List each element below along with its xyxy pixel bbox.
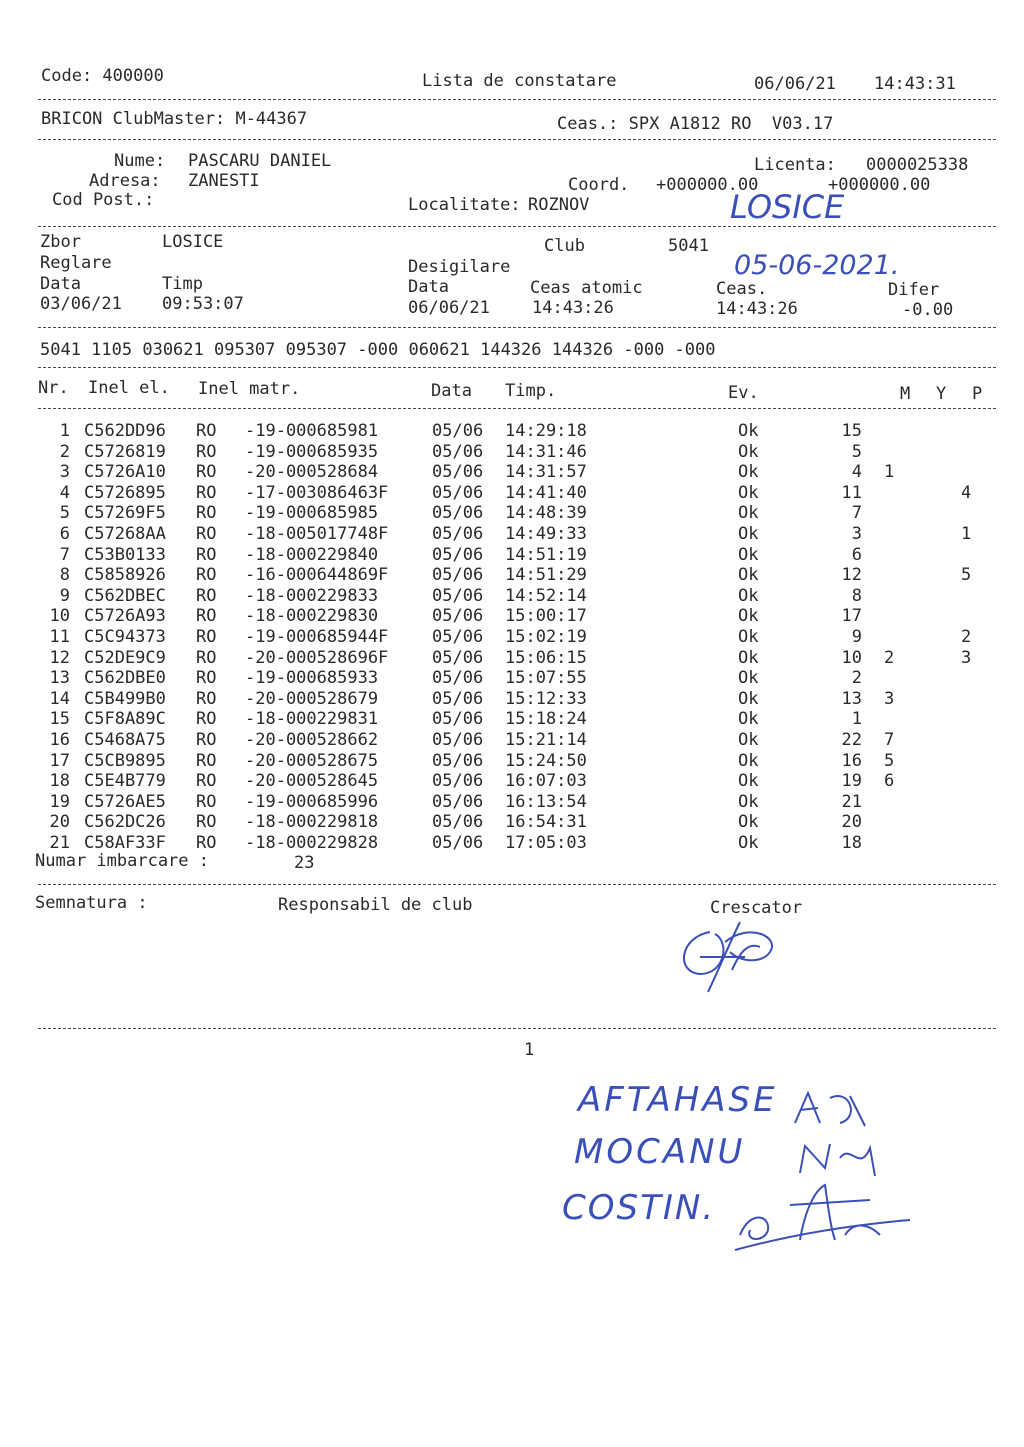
arrival-date: 05/06 — [432, 688, 484, 709]
atomic-time: 14:43:26 — [532, 298, 614, 318]
row-number: 5 — [59, 503, 70, 524]
arrival-date: 05/06 — [432, 585, 484, 606]
arrival-date: 05/06 — [432, 730, 484, 750]
crescator-signature — [670, 912, 790, 1002]
difer-label: Difer — [888, 280, 940, 300]
event-status: Ok — [738, 668, 759, 689]
locality: ROZNOV — [528, 195, 590, 215]
y-value: 5 — [884, 750, 895, 771]
ring-number: -19-000685985 — [245, 503, 379, 524]
row-number: 4 — [59, 482, 70, 503]
code-text: Code: 400000 — [41, 66, 164, 86]
license-number: 0000025338 — [866, 155, 969, 175]
responsabil-label: Responsabil de club — [278, 895, 473, 915]
y-value: 1 — [884, 462, 895, 483]
rank-number: 22 — [841, 730, 862, 750]
event-status: Ok — [738, 565, 759, 586]
electronic-ring: C5726A10 — [84, 462, 166, 483]
rank-number: 21 — [841, 791, 862, 812]
postal-label: Cod Post.: — [52, 190, 155, 210]
event-status: Ok — [738, 421, 759, 441]
rank-number: 4 — [851, 462, 862, 483]
owner-name: PASCARU DANIEL — [188, 151, 332, 171]
electronic-ring: C5726895 — [84, 482, 166, 503]
row-number: 18 — [49, 771, 70, 792]
arrival-time: 14:48:39 — [505, 503, 587, 524]
electronic-ring: C562DC26 — [84, 812, 166, 833]
arrival-date: 05/06 — [432, 524, 484, 544]
table-row — [0, 442, 1024, 462]
semnatura-label: Semnatura : — [35, 893, 148, 913]
table-row — [0, 751, 1024, 771]
rank-number: 8 — [851, 585, 862, 606]
electronic-ring: C5F8A89C — [84, 709, 166, 730]
arrival-time: 14:31:57 — [505, 462, 587, 483]
rank-number: 12 — [841, 565, 862, 586]
handwritten-name-2: MOCANU — [574, 1132, 746, 1172]
arrival-time: 14:49:33 — [505, 524, 587, 544]
event-status: Ok — [738, 606, 759, 627]
electronic-ring: C5CB9895 — [84, 750, 166, 771]
row-number: 7 — [59, 544, 70, 565]
electronic-ring: C562DBEC — [84, 585, 166, 606]
table-row — [0, 689, 1024, 709]
table-row — [0, 627, 1024, 647]
handwritten-name-1: AFTAHASE — [578, 1080, 778, 1120]
arrival-date: 05/06 — [432, 606, 484, 627]
event-status: Ok — [738, 730, 759, 750]
signature-mark-1 — [790, 1088, 900, 1128]
ring-number: -20-000528684 — [245, 462, 379, 483]
divider — [38, 1028, 996, 1029]
arrival-time: 15:21:14 — [505, 730, 587, 750]
event-status: Ok — [738, 627, 759, 647]
des-data-label: Data — [408, 277, 449, 297]
table-row — [0, 503, 1024, 523]
event-status: Ok — [738, 771, 759, 792]
rank-number: 1 — [851, 709, 862, 730]
col-data: Data — [431, 381, 472, 401]
arrival-time: 15:06:15 — [505, 647, 587, 668]
ring-number: -20-000528675 — [245, 750, 379, 771]
row-number: 1 — [59, 421, 70, 441]
y-value: 2 — [884, 647, 895, 668]
electronic-ring: C5726819 — [84, 441, 166, 462]
crescator-label: Crescator — [710, 898, 803, 918]
table-row — [0, 483, 1024, 503]
electronic-ring: C562DBE0 — [84, 668, 166, 689]
row-number: 2 — [59, 441, 70, 462]
p-value: 4 — [961, 482, 972, 503]
country-code: RO — [196, 709, 217, 730]
country-code: RO — [196, 606, 217, 627]
ring-number: -19-000685981 — [245, 421, 379, 441]
event-status: Ok — [738, 441, 759, 462]
col-timp: Timp. — [505, 381, 557, 401]
handwritten-date: 05-06-2021. — [734, 250, 900, 281]
arrival-time: 14:31:46 — [505, 441, 587, 462]
table-row — [0, 462, 1024, 482]
ring-number: -19-000685935 — [245, 441, 379, 462]
ring-number: -20-000528679 — [245, 688, 379, 709]
row-number: 17 — [49, 750, 70, 771]
arrival-time: 15:02:19 — [505, 627, 587, 647]
event-status: Ok — [738, 833, 759, 853]
handwritten-name-3: COSTIN. — [562, 1188, 716, 1228]
country-code: RO — [196, 462, 217, 483]
country-code: RO — [196, 421, 217, 441]
event-status: Ok — [738, 647, 759, 668]
arrival-time: 14:51:29 — [505, 565, 587, 586]
clock-text: Ceas.: SPX A1812 RO V03.17 — [557, 114, 834, 134]
arrival-date: 05/06 — [432, 833, 484, 853]
country-code: RO — [196, 771, 217, 792]
electronic-ring: C5C94373 — [84, 627, 166, 647]
table-row — [0, 524, 1024, 544]
name-label: Nume: — [114, 151, 166, 171]
col-m: M — [900, 384, 911, 404]
address-label: Adresa: — [89, 171, 161, 191]
ring-number: -19-000685933 — [245, 668, 379, 689]
electronic-ring: C5E4B779 — [84, 771, 166, 792]
arrival-date: 05/06 — [432, 627, 484, 647]
arrival-date: 05/06 — [432, 565, 484, 586]
ring-number: -18-000229818 — [245, 812, 379, 833]
rank-number: 17 — [841, 606, 862, 627]
imbarcare-label: Numar imbarcare : — [35, 851, 209, 871]
header-time: 14:43:31 — [874, 74, 956, 94]
country-code: RO — [196, 482, 217, 503]
divider — [38, 226, 996, 227]
zbor-label: Zbor — [40, 232, 81, 252]
locality-label: Localitate: — [408, 195, 521, 215]
y-value: 3 — [884, 688, 895, 709]
signature-mark-2 — [795, 1138, 885, 1178]
event-status: Ok — [738, 524, 759, 544]
divider — [38, 327, 996, 328]
arrival-time: 17:05:03 — [505, 833, 587, 853]
ring-number: -20-000528696F — [245, 647, 389, 668]
row-number: 15 — [49, 709, 70, 730]
arrival-time: 15:00:17 — [505, 606, 587, 627]
col-nr: Nr. — [38, 378, 69, 398]
electronic-ring: C53B0133 — [84, 544, 166, 565]
table-row — [0, 730, 1024, 750]
table-row — [0, 833, 1024, 853]
row-number: 11 — [49, 627, 70, 647]
arrival-date: 05/06 — [432, 668, 484, 689]
page-number: 1 — [524, 1040, 535, 1060]
coord-y: +000000.00 — [828, 175, 931, 195]
ring-number: -19-000685944F — [245, 627, 389, 647]
rank-number: 2 — [851, 668, 862, 689]
rank-number: 13 — [841, 688, 862, 709]
event-status: Ok — [738, 462, 759, 483]
rank-number: 10 — [841, 647, 862, 668]
table-row — [0, 648, 1024, 668]
table-row — [0, 565, 1024, 585]
code-line: 5041 1105 030621 095307 095307 -000 060621 144326 144326 -000 -000 — [40, 340, 716, 360]
table-row — [0, 771, 1024, 791]
table-row — [0, 812, 1024, 832]
electronic-ring: C562DD96 — [84, 421, 166, 441]
row-number: 20 — [49, 812, 70, 833]
arrival-date: 05/06 — [432, 441, 484, 462]
reg-timp-label: Timp — [162, 274, 203, 294]
table-row — [0, 709, 1024, 729]
zbor-value: LOSICE — [162, 232, 224, 252]
p-value: 5 — [961, 565, 972, 586]
ring-number: -19-000685996 — [245, 791, 379, 812]
divider — [38, 99, 996, 100]
signature-mark-3 — [730, 1180, 920, 1255]
row-number: 3 — [59, 462, 70, 483]
difer-value: -0.00 — [902, 300, 954, 320]
reg-data-label: Data — [40, 274, 81, 294]
arrival-date: 05/06 — [432, 791, 484, 812]
y-value: 6 — [884, 771, 895, 792]
ring-number: -18-005017748F — [245, 524, 389, 544]
electronic-ring: C5858926 — [84, 565, 166, 586]
ring-number: -17-003086463F — [245, 482, 389, 503]
p-value: 2 — [961, 627, 972, 647]
ring-number: -18-000229840 — [245, 544, 379, 565]
arrival-time: 14:52:14 — [505, 585, 587, 606]
table-row — [0, 792, 1024, 812]
arrival-time: 15:07:55 — [505, 668, 587, 689]
rank-number: 18 — [841, 833, 862, 853]
ring-number: -18-000229828 — [245, 833, 379, 853]
electronic-ring: C5726A93 — [84, 606, 166, 627]
electronic-ring: C5468A75 — [84, 730, 166, 750]
p-value: 1 — [961, 524, 972, 544]
handwritten-place: LOSICE — [730, 188, 845, 226]
y-value: 7 — [884, 730, 895, 750]
arrival-date: 05/06 — [432, 750, 484, 771]
table-row — [0, 545, 1024, 565]
electronic-ring: C52DE9C9 — [84, 647, 166, 668]
ring-number: -18-000229833 — [245, 585, 379, 606]
des-date: 06/06/21 — [408, 298, 490, 318]
arrival-time: 16:54:31 — [505, 812, 587, 833]
ceas-label: Ceas. — [716, 279, 768, 299]
country-code: RO — [196, 441, 217, 462]
event-status: Ok — [738, 585, 759, 606]
event-status: Ok — [738, 688, 759, 709]
rank-number: 15 — [841, 421, 862, 441]
country-code: RO — [196, 503, 217, 524]
rank-number: 16 — [841, 750, 862, 771]
ring-number: -18-000229831 — [245, 709, 379, 730]
divider — [38, 367, 996, 368]
table-row — [0, 586, 1024, 606]
ring-number: -18-000229830 — [245, 606, 379, 627]
ring-number: -16-000644869F — [245, 565, 389, 586]
event-status: Ok — [738, 791, 759, 812]
arrival-date: 05/06 — [432, 544, 484, 565]
license-label: Licenta: — [754, 155, 836, 175]
arrival-time: 14:51:19 — [505, 544, 587, 565]
col-inel-matr: Inel matr. — [198, 379, 301, 399]
arrival-date: 05/06 — [432, 647, 484, 668]
col-y: Y — [936, 384, 947, 404]
country-code: RO — [196, 791, 217, 812]
ring-number: -20-000528662 — [245, 730, 379, 750]
divider — [38, 139, 996, 140]
col-ev: Ev. — [728, 383, 759, 403]
event-status: Ok — [738, 482, 759, 503]
reglare-label: Reglare — [40, 253, 112, 273]
table-row — [0, 421, 1024, 441]
row-number: 8 — [59, 565, 70, 586]
country-code: RO — [196, 627, 217, 647]
event-status: Ok — [738, 750, 759, 771]
p-value: 3 — [961, 647, 972, 668]
arrival-time: 14:29:18 — [505, 421, 587, 441]
electronic-ring: C57268AA — [84, 524, 166, 544]
electronic-ring: C57269F5 — [84, 503, 166, 524]
row-number: 16 — [49, 730, 70, 750]
arrival-date: 05/06 — [432, 771, 484, 792]
arrival-time: 16:13:54 — [505, 791, 587, 812]
country-code: RO — [196, 585, 217, 606]
country-code: RO — [196, 647, 217, 668]
col-inel-el: Inel el. — [88, 378, 170, 398]
country-code: RO — [196, 688, 217, 709]
rank-number: 3 — [851, 524, 862, 544]
atomic-label: Ceas atomic — [530, 278, 643, 298]
country-code: RO — [196, 833, 217, 853]
club-value: 5041 — [668, 236, 709, 256]
col-p: P — [972, 384, 983, 404]
rank-number: 19 — [841, 771, 862, 792]
club-label: Club — [544, 236, 585, 256]
coord-x: +000000.00 — [656, 175, 759, 195]
country-code: RO — [196, 812, 217, 833]
event-status: Ok — [738, 812, 759, 833]
arrival-time: 16:07:03 — [505, 771, 587, 792]
row-number: 9 — [59, 585, 70, 606]
arrival-date: 05/06 — [432, 812, 484, 833]
ring-number: -20-000528645 — [245, 771, 379, 792]
electronic-ring: C5B499B0 — [84, 688, 166, 709]
rank-number: 9 — [851, 627, 862, 647]
rank-number: 11 — [841, 482, 862, 503]
rank-number: 5 — [851, 441, 862, 462]
arrival-date: 05/06 — [432, 462, 484, 483]
system-text: BRICON ClubMaster: M-44367 — [41, 109, 308, 129]
electronic-ring: C58AF33F — [84, 833, 166, 853]
row-number: 19 — [49, 791, 70, 812]
country-code: RO — [196, 544, 217, 565]
arrival-date: 05/06 — [432, 503, 484, 524]
row-number: 10 — [49, 606, 70, 627]
coord-label: Coord. — [568, 175, 630, 195]
arrival-time: 15:12:33 — [505, 688, 587, 709]
country-code: RO — [196, 565, 217, 586]
country-code: RO — [196, 524, 217, 544]
country-code: RO — [196, 668, 217, 689]
divider — [38, 884, 996, 885]
row-number: 13 — [49, 668, 70, 689]
imbarcare-value: 23 — [294, 853, 315, 873]
rank-number: 7 — [851, 503, 862, 524]
event-status: Ok — [738, 709, 759, 730]
arrival-time: 15:18:24 — [505, 709, 587, 730]
event-status: Ok — [738, 544, 759, 565]
ceas-time: 14:43:26 — [716, 299, 798, 319]
desigilare-label: Desigilare — [408, 257, 511, 277]
rank-number: 20 — [841, 812, 862, 833]
header-date: 06/06/21 — [754, 74, 836, 94]
divider — [38, 408, 996, 409]
event-status: Ok — [738, 503, 759, 524]
row-number: 12 — [49, 647, 70, 668]
table-row — [0, 668, 1024, 688]
table-row — [0, 606, 1024, 626]
country-code: RO — [196, 730, 217, 750]
arrival-time: 15:24:50 — [505, 750, 587, 771]
rank-number: 6 — [851, 544, 862, 565]
row-number: 6 — [59, 524, 70, 544]
reg-date: 03/06/21 — [40, 294, 122, 314]
electronic-ring: C5726AE5 — [84, 791, 166, 812]
row-number: 14 — [49, 688, 70, 709]
document-title: Lista de constatare — [422, 71, 617, 91]
row-number: 21 — [49, 833, 70, 853]
country-code: RO — [196, 750, 217, 771]
arrival-date: 05/06 — [432, 482, 484, 503]
arrival-date: 05/06 — [432, 421, 484, 441]
owner-address: ZANESTI — [188, 171, 260, 191]
arrival-date: 05/06 — [432, 709, 484, 730]
arrival-time: 14:41:40 — [505, 482, 587, 503]
reg-time: 09:53:07 — [162, 294, 244, 314]
